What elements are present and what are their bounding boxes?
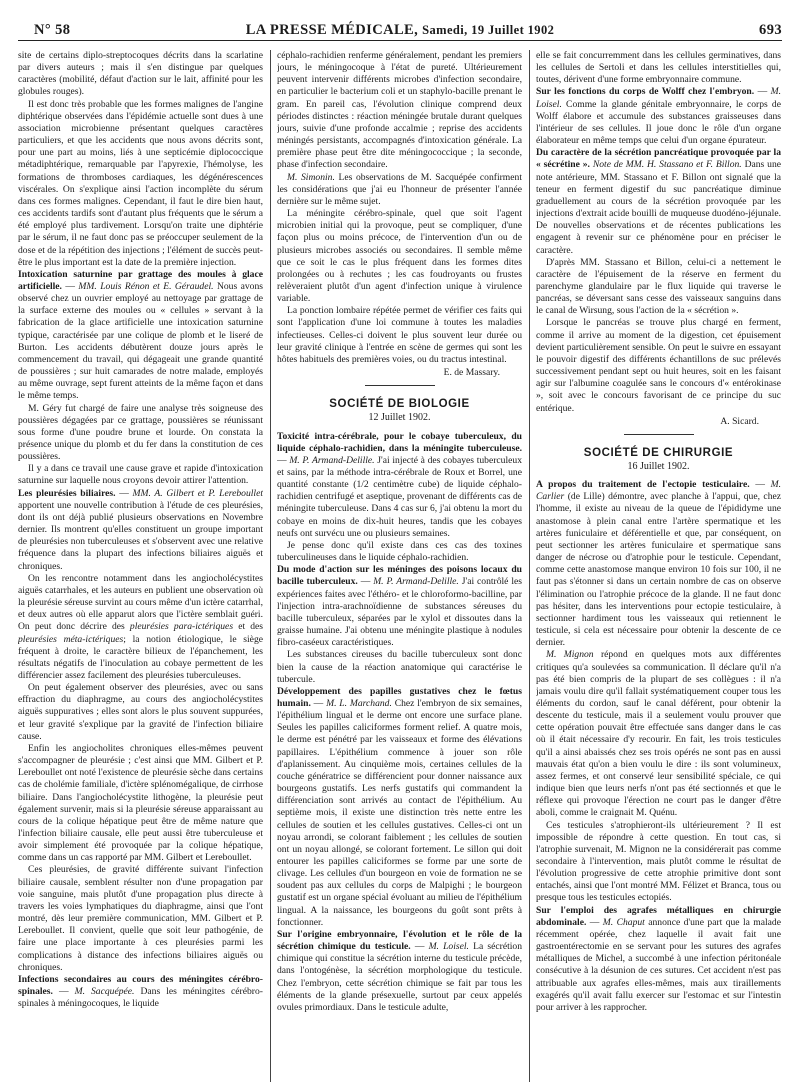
communication bbox=[536, 649, 781, 819]
paragraph: M. Géry fut chargé de faire une analyse très soigneuse des poussières dégagées par ce grattage, poussières se réunissant sous forme d'une poudre brune et lourde. On constata la présence unique du plomb et du fer dans la constitution de ces poussières. bbox=[18, 402, 263, 463]
communication-text: J'ai contrôlé les expériences faites avec l'éthéro- et le chloroformo-bacilline, par l'injection intra-arachnoïdienne de substances séreuses du bacille tuberculeux, séparées par le xylol et dissoutes dans la graisse humaine. J'ai obtenu une méningite plastique à nodules fibro-caséeux caractéristiques. bbox=[277, 576, 522, 649]
journal-title-line bbox=[18, 22, 782, 39]
section-date: 12 Juillet 1902. bbox=[368, 412, 431, 424]
communication: Développement des papilles gustatives chez le fœtus humain. — M. L. Marchand. Chez l'embryon de six semaines, l'épithélium lingual et le derme ont encore une surface plane. Seules les papilles caliciformes forment relief. A quatre mois, le derme est pénétré par les vaisseaux et forme des élévations papillaires. L'épithélium commence à jouer son rôle d'aplanissement. Au cinquième mois, certaines cellules de la couche génératrice se différencient pour donner naissance aux bourgeons gustatifs. Les nerfs gustatifs qui commandent la différenciation sont arrivés au contact de l'épithélium. Au septième mois, il existe une distinction très nette entre les cellules de soutien et les cellules gustatives. Celles-ci ont un noyau arrondi, se colorant faiblement ; les cellules de soutien ont un noyau allongé, se colorant fortement. Le sillon qui doit entourer les papilles caliciformes se forme par une sorte de clivage. Les cellules d'un bourgeon en voie de formation ne se soudent pas aux cellules du corps de Malpighi ; le bourgeon gustatif est un organe spécial évoluant au milieu de l'épithélium lingual. A la naissance, les bourgeons du goût sont prêts à fonctionner. bbox=[277, 685, 522, 928]
communication: Les pleurésies biliaires. — MM. A. Gilbert et P. Lereboullet apportent une nouvelle contribution à l'étude de ces pleurésies, dont ils ont déjà publié plusieurs observations en Novembre dernier. Ils montrent qu'elles constituent un groupe important de pleurésies non tuberculeuses et s'observent avec une relative fréquence dans la plupart des infections biliaires aiguës et chroniques. bbox=[18, 487, 263, 572]
communication: Infections secondaires au cours des méningites cérébro-spinales. — M. Sacquépée. Dans les méningites cérébro-spinales à méningocoques, le liquide bbox=[18, 973, 263, 1010]
signature: A. Sicard. bbox=[720, 415, 759, 427]
communication-author: M. Simonin. bbox=[287, 171, 335, 183]
communication-text: Comme la glande génitale embryonnaire, le corps de Wolff élabore et accumule des substances graisseuses dans l'intérieur de ses cellules. Il joue donc le rôle d'un organe élaborateur en même temps que celui d'un organe épurateur. bbox=[536, 98, 781, 147]
section-rule bbox=[365, 385, 435, 386]
communication-text: La sécrétion chimique qui constitue la sécrétion interne du testicule précède, dans l'ontogénèse, la sécrétion morphologique du testicule. Chez l'embryon, cette sécrétion chimique se fait par tous les éléments de la glande présexuelle, surtout par ceux appelés ovules primordiaux. Dans le testicule adulte, bbox=[277, 941, 522, 1013]
newspaper-page bbox=[18, 22, 782, 1013]
paragraph: Il est donc très probable que les formes malignes de l'angine diphtérique observées dans l'épidémie actuelle sont dues à une association microbienne présentant quelques caractères particuliers, et que les accidents que nous avons décrits sont, pour une part au moins, liés à une septicémie diplococcique métadiphtérique, remarquable par l'apyrexie, l'hémolyse, les formations de thromboses cardiaques, les dégénérescences viscérales. On s'explique ainsi l'action incomplète du sérum dans ces formes malignes. Cependant, il faut le dire bien haut, ces accidents tardifs sont d'autant plus fréquents que le sérum a été employé plus tardivement. Lorsqu'on traite une diphtérie par le sérum, il ne faut donc pas se préoccuper seulement de la dose et de la répétition des injections ; l'élément de succès peut-être le plus important est la date de la première injection. bbox=[18, 98, 263, 268]
communication-author: M. P. Armand-Delille. bbox=[373, 576, 459, 588]
journal-title: LA PRESSE MÉDICALE, bbox=[245, 22, 419, 38]
communication: Intoxication saturnine par grattage des moules à glace artificielle. — MM. Louis Rénon et E. Géraudel. Nous avons observé chez un ouvrier employé au nettoyage par grattage de la surface externe des moules ou « cellules » servant à la fabrication de la glace artificielle une intoxication saturnine typique, caractérisée par une colique de plomb et le liseré de Burton. Les accidents débutèrent douze jours après le commencement du travail, qui dégageait une grande quantité de poussières ; sur huit camarades de notre malade, employés au même ouvrage, sept furent atteints de la même façon et dans le même temps. bbox=[18, 268, 263, 402]
communication-title: Infections secondaires au cours des méningites cérébro-spinales. bbox=[18, 973, 263, 998]
communication-text: apportent une nouvelle contribution à l'étude de ces pleurésies, dont ils ont déjà publié plusieurs observations en Novembre dernier. Ils montrent qu'elles constituent un groupe important de pleurésies non tuberculeuses et s'observent avec une relative fréquence dans la plupart des infections biliaires aiguës et chroniques. bbox=[18, 499, 263, 572]
communication-title: A propos du traitement de l'ectopie testiculaire. bbox=[536, 479, 750, 491]
communication: A propos du traitement de l'ectopie testiculaire. — M. Carlier (de Lille) démontre, avec planche à l'appui, que, chez l'homme, il existe au niveau de la queue de l'épididyme une anastomose à plein canal entre l'artère spermatique et les artères funiculaire et déférentielle et que, par conséquent, on peut sectionner les artères funiculaire et spermatique sans danger de nécrose ou d'atrophie pour le testicule. Cependant, comme cette anastomose manque environ 10 fois sur 100, il ne faut pas s'étonner si dans un certain nombre de cas on observe l'élimination ou l'atrophie précoce de la glande. Il ne faut donc pas hésiter, dans les interventions pour ectopie testiculaire, à sectionner hardiment tous les vaisseaux qui retiennent le testicule, si cela est nécessaire pour obtenir la descente de ce dernier. bbox=[536, 479, 781, 649]
paragraph: elle se fait concurremment dans les cellules germinatives, dans les cellules de Sertoli et dans les cellules interstitielles qui, toutes, dérivent d'une forme embryonnaire commune. bbox=[536, 50, 781, 86]
communication-text: J'ai injecté à des cobayes tuberculeux et sains, par la méthode intra-cérébrale de Roux et Borrel, une quantité constante (1/2 centimètre cube) de liquide céphalo-rachidien centrifugé et aseptique, provenant de différents cas de méningite tuberculeuse. Dans 4 cas sur 6, j'ai obtenu la mort du cobaye en moins de dix-huit heures, tandis que les cobayes neufs ont survécu une ou plusieurs semaines. bbox=[277, 454, 522, 539]
communication-text: (de Lille) démontre, avec planche à l'appui, que, chez l'homme, il existe au niveau de la queue de l'épididyme une anastomose à plein canal entre l'artère spermatique et les artères funiculaire et déférentielle et que, par conséquent, on peut sectionner les artères funiculaire et spermatique sans danger de nécrose ou d'atrophie pour le testicule. Cependant, comme cette anastomose manque environ 10 fois sur 100, il ne faut pas s'étonner si dans un certain nombre de cas on observe l'élimination ou l'atrophie précoce de la glande. Il ne faut donc pas hésiter, dans les interventions pour ectopie testiculaire, à sectionner hardiment tous les vaisseaux qui retiennent le testicule, si cela est nécessaire pour obtenir la descente de ce dernier. bbox=[536, 491, 781, 649]
communication-author: M. Mignon bbox=[546, 649, 594, 661]
communication-title: Les pleurésies biliaires. bbox=[18, 487, 116, 499]
communication-title: Sur les fonctions du corps de Wolff chez l'embryon. bbox=[536, 86, 755, 98]
page-header bbox=[18, 22, 782, 41]
italic-term: pleurésies méta-ictériques bbox=[18, 633, 124, 645]
communication bbox=[277, 172, 522, 208]
section-date: 16 Juillet 1902. bbox=[627, 461, 690, 472]
paragraph: Ces testicules s'atrophieront-ils ultérieurement ? Il est impossible de répondre à cette question. En tout cas, si l'atrophie survenait, M. Mignon ne la considérerait pas comme secondaire à l'intervention, mais plutôt comme le résultat de l'évolution progressive de cette atrophie primitive dont sont entachés, ainsi que l'ont montré MM. Félizet et Branca, tous ou presque tous les testicules ectopiés. bbox=[536, 819, 781, 904]
communication-author: M. Chaput bbox=[602, 916, 645, 928]
column-3 bbox=[536, 50, 781, 1082]
communication-title: Toxicité intra-cérébrale, pour le cobaye tuberculeux, du liquide céphalo-rachidien, dans la méningite tuberculeuse. bbox=[277, 430, 522, 454]
communication-text: Dans une note antérieure, MM. Stassano et F. Billon ont signalé que la teneur en ferment digestif du suc pancréatique diminue graduellement au cours de la sécrétion provoquée par les injections d'extrait acide bouilli de muqueuse duodéno-jéjunale. De nouvelles observations et de récentes publications les engagent à revenir sur ce phénomène pour en préciser le caractère. bbox=[536, 159, 781, 256]
section-title: SOCIÉTÉ DE CHIRURGIE bbox=[583, 446, 734, 459]
communication-text: annonce d'une part que la malade récemment opérée, chez laquelle il avait fait une gastroentérectomie en se servant pour les sutures des agrafes métalliques de Michel, a succombé à une infection péritonéale consécutive à la désunion de ces sutures. Cet accident n'est pas attribuable aux agrafes elles-mêmes, mais aux tiraillements exagérés qu'il avait fallu exercer sur l'estomac et sur l'intestin pour arriver à les rapprocher. bbox=[536, 916, 781, 1013]
communication-text: Les observations de M. Sacquépée confirment les considérations que j'ai eu l'honneur de présenter l'année dernière sur le même sujet. bbox=[277, 171, 522, 207]
column-divider bbox=[270, 50, 271, 1082]
issue-number: N° 58 bbox=[34, 22, 71, 38]
communication-text: répond en quelques mots aux différentes critiques qu'a soulevées sa communication. Il déclare qu'il n'a pas été bien compris de la plupart de ses collègues : il n'a jamais voulu dire qu'il fallait systématiquement couper tous les éléments du cordon, sauf le canal déférent, pour obtenir la descente du testicule, mais il a seulement voulu prouver que cette opération pouvait être effectuée sans danger dans le cas où il était nécessaire d'y recourir. En fait, les trois testicules qu'il a ainsi abaissés chez ses trois opérés ne sont pas en aussi mauvais état qu'on a bien voulu le dire : ils sont volumineux, assez fermes, et ont conservé leur sensibilité spéciale, ce qui indique bien que leurs nerfs n'ont pas été sectionnés et que le réflexe qui provoque l'érection ne court pas le danger d'être aboli, comme le craignait M. Quénu. bbox=[536, 649, 781, 819]
paragraph: On les rencontre notamment dans les angiocholécystites aiguës catarrhales, et les auteurs en publient une observation où la pleurésie séreuse survint au cours même d'un ictère catarrhal, et deux autres où elle apparut alors que l'ictère semblait guéri. On peut donc décrire des pleurésies para-ictériques et des pleurésies méta-ictériques; la notion étiologique, le siège fréquent à droite, le caractère bilieux de l'épanchement, les résultats négatifs de l'inoculation au cobaye permettent de les différencier assez facilement des pleurésies tuberculeuses. bbox=[18, 572, 263, 681]
signature: E. de Massary. bbox=[443, 367, 500, 379]
communication-author: M. Loisel. bbox=[536, 86, 781, 110]
communication: Toxicité intra-cérébrale, pour le cobaye tuberculeux, du liquide céphalo-rachidien, dans la méningite tuberculeuse. — M. P. Armand-Delille. J'ai injecté à des cobayes tuberculeux et sains, par la méthode intra-cérébrale de Roux et Borrel, une quantité constante (1/2 centimètre cube) de liquide céphalo-rachidien centrifugé et aseptique, provenant de différents cas de méningite tuberculeuse. Dans 4 cas sur 6, j'ai obtenu la mort du cobaye en moins de dix-huit heures, tandis que les cobayes neufs ont survécu une ou plusieurs semaines. bbox=[277, 430, 522, 539]
communication-author: M. Sacquépée. bbox=[74, 986, 135, 998]
communication: Sur l'origine embryonnaire, l'évolution et le rôle de la sécrétion chimique du testicule. — M. Loisel. La sécrétion chimique qui constitue la sécrétion interne du testicule précède, dans l'ontogénèse, la sécrétion morphologique du testicule. Chez l'embryon, cette sécrétion chimique se fait par tous les éléments de la glande présexuelle, surtout par ceux appelés ovules primordiaux. Dans le testicule adulte, bbox=[277, 928, 522, 1013]
paragraph: La méningite cérébro-spinale, quel que soit l'agent microbien initial qui la provoque, peut se compliquer, d'une façon plus ou moins précoce, de l'intervention d'un ou de plusieurs microbes associés ou secondaires. Il semble même que ce soit le cas le plus fréquent dans les formes dites prolongées ou à rechutes ; les cas foudroyants ou frustes relèveraient plutôt d'un agent d'infection unique à virulence variable. bbox=[277, 208, 522, 305]
paragraph: On peut également observer des pleurésies, avec ou sans effraction du diaphragme, au cours des angiocholécystites aiguës suppuratives ; elles sont alors le plus souvent suppurées, et leur gravité s'explique par la gravité de l'infection biliaire cause. bbox=[18, 682, 263, 742]
communication: Sur l'emploi des agrafes métalliques en chirurgie abdominale. — M. Chaput annonce d'une part que la malade récemment opérée, chez laquelle il avait fait une gastroentérectomie en se servant pour les sutures des agrafes métalliques de Michel, a succombé à une infection péritonéale consécutive à la désunion de ces sutures. Cet accident n'est pas attribuable aux agrafes elles-mêmes, mais aux tiraillements exagérés qu'il avait fallu exercer sur l'estomac et sur l'intestin pour arriver à les rapprocher. bbox=[536, 904, 781, 1013]
communication-author: MM. A. Gilbert et P. Lereboullet bbox=[132, 487, 263, 499]
communication: Sur les fonctions du corps de Wolff chez l'embryon. — M. Loisel. Comme la glande génitale embryonnaire, le corps de Wolff élabore et accumule des substances graisseuses dans l'intérieur de ses cellules. Il joue donc le rôle d'un organe élaborateur en même temps que celui d'un organe épurateur. bbox=[536, 86, 781, 147]
article-columns bbox=[18, 50, 782, 1082]
paragraph: Ces pleurésies, de gravité différente suivant l'infection biliaire causale, semblent résulter non d'une propagation par voie sanguine, mais plutôt d'une propagation plus directe à travers les voies lymphatiques du diaphragme, ainsi que l'ont montré, dès leur première communication, MM. Gilbert et P. Lereboullet. Il convient, quelle que soit leur pathogénie, de faire une place importante à ces pleurésies parmi les complications à distance des infections biliaires aiguës ou chroniques. bbox=[18, 864, 263, 973]
communication bbox=[536, 147, 781, 256]
communication-text: Chez l'embryon de six semaines, l'épithélium lingual et le derme ont encore une surface plane. Seules les papilles caliciformes forment relief. A quatre mois, le derme est pénétré par les vaisseaux et forme des élévations papillaires. L'épithélium commence à jouer son rôle d'aplanissement. Au cinquième mois, certaines cellules de la couche génératrice se différencient pour donner naissance aux bourgeons gustatifs. Les nerfs gustatifs qui commandent la différenciation sont arrivés au contact de l'épithélium. Au septième mois, il existe une distinction très nette entre les cellules de soutien et les cellules gustatives. Celles-ci ont un noyau arrondi, se colorant faiblement ; les cellules de soutien ont un noyau allongé, se colorant fortement. Le sillon qui doit entourer les papilles caliciformes se forme par une sorte de clivage. Les cellules d'un bourgeon en voie de formation ne se soudent pas aux cellules du corps de Malpighi ; le bourgeon gustatif est un organe spécial évoluant au milieu de l'épithélium lingual. A la naissance, les bourgeons du goût sont prêts à fonctionner. bbox=[277, 697, 522, 928]
italic-term: pleurésies para-ictériques bbox=[129, 621, 234, 633]
communication-title: Du caractère de la sécrétion pancréatique provoquée par la « sécrétine ». bbox=[536, 147, 781, 171]
communication-author: M. P. Armand-Delille. bbox=[289, 454, 375, 466]
communication-text: Dans les méningites cérébro-spinales à méningocoques, le liquide bbox=[18, 986, 263, 1010]
communication-title: Sur l'emploi des agrafes métalliques en chirurgie abdominale. bbox=[536, 904, 781, 928]
communication-title: Intoxication saturnine par grattage des moules à glace artificielle. bbox=[18, 268, 263, 292]
paragraph: D'après MM. Stassano et Billon, celui-ci a nettement le caractère de l'épuisement de la réserve en ferment du parenchyme glandulaire par le flux liquide qui traverse le pancréas, se déversant sans cesse des vaisseaux sanguins dans le canal de Wirsung, sous l'action de la « sécrétion ». bbox=[536, 256, 781, 317]
issue-date: Samedi, 19 Juillet 1902 bbox=[422, 23, 555, 37]
communication: Du mode d'action sur les méninges des poisons locaux du bacille tuberculeux. — M. P. Armand-Delille. J'ai contrôlé les expériences faites avec l'éthéro- et le chloroformo-bacilline, par l'injection intra-arachnoïdienne de substances séreuses du bacille tuberculeux, séparées par le xylol et dissoutes dans la graisse humaine. J'ai obtenu une méningite plastique à nodules fibro-caséeux caractéristiques. bbox=[277, 564, 522, 649]
paragraph: Enfin les angiocholites chroniques elles-mêmes peuvent s'accompagner de pleurésie ; c'est ainsi que MM. Gilbert et P. Lereboullet ont noté l'existence de pleurésie sèche dans certains cas de cholémie familiale, d'ictère splénomégalique, de cirrhose biliaire. Dans l'angiocholécystite lithogène, la pleurésie peut également survenir, mais si la pleurésie séreuse apparaissant au cours de la colique hépatique peut être de même nature que l'infection biliaire causale, elle peut aussi être tuberculeuse et avoir simplement été provoquée par la colique hépatique, comme dans un cas rapporté par MM. Gilbert et Lereboullet. bbox=[18, 742, 263, 864]
communication-title: Développement des papilles gustatives chez le fœtus humain. bbox=[277, 685, 522, 709]
column-divider bbox=[529, 50, 530, 1082]
paragraph: La ponction lombaire répétée permet de vérifier ces faits qui sont l'application d'une loi commune à toutes les maladies infectieuses. Celles-ci doivent le plus souvent leur durée ou leur gravité clinique à l'entrée en scène de germes qui sont les hôtes habituels des premières voies, ou du tractus intestinal. bbox=[277, 305, 522, 365]
communication-author: Note de MM. H. Stassano et F. Billon. bbox=[592, 159, 742, 171]
communication-text: Nous avons observé chez un ouvrier employé au nettoyage par grattage de la surface externe des moules ou « cellules » servant à la fabrication de la glace artificielle une intoxication saturnine typique, caractérisée par une colique de plomb et le liseré de Burton. Les accidents débutèrent douze jours après le commencement du travail, qui dégageait une grande quantité de poussières ; sur huit camarades de notre malade, employés au même ouvrage, sept furent atteints de la même façon et dans le même temps. bbox=[18, 280, 263, 402]
column-2 bbox=[277, 50, 522, 1082]
communication-title: Sur l'origine embryonnaire, l'évolution et le rôle de la sécrétion chimique du testicule. bbox=[277, 928, 522, 953]
paragraph: Les substances cireuses du bacille tuberculeux sont donc bien la cause de la réaction anatomique qui caractérise le tubercule. bbox=[277, 649, 522, 685]
communication-title: Du mode d'action sur les méninges des poisons locaux du bacille tuberculeux. bbox=[277, 564, 522, 588]
paragraph: Il y a dans ce travail une cause grave et rapide d'intoxication saturnine sur laquelle nous croyons devoir attirer l'attention. bbox=[18, 463, 263, 487]
paragraph: céphalo-rachidien renferme généralement, pendant les premiers jours, le méningocoque à l'état de pureté. Ultérieurement peuvent intervenir différents microbes d'infection secondaire, en particulier le bacterium coli et un staphylo-bacille prenant le gram. En pareil cas, l'évolution clinique comprend deux périodes distinctes : réaction méningée brutale durant quelques jours, suivie d'une profonde accalmie ; reprise des accidents méningés persistants, accompagnés d'intoxication générale. La première phase peut être dite méningococcique ; la seconde, phase d'infection secondaire. bbox=[277, 50, 522, 171]
paragraph: Je pense donc qu'il existe dans ces cas des toxines tuberculineuses dans le liquide céphalo-rachidien. bbox=[277, 539, 522, 564]
section-rule bbox=[624, 434, 694, 435]
column-1 bbox=[18, 50, 263, 1082]
paragraph: Lorsque le pancréas se trouve plus chargé en ferment, comme il arrive au moment de la digestion, cet épuisement devient particulièrement sensible. On peut le suivre en essayant le pouvoir digestif des différents échantillons de suc prélevés successivement pendant sept ou huit heures, soit en les faisant agir sur l'albumine coagulée sans le concours d'« entérokinase », soit avec le concours favorisant de ce principe du suc entérique. bbox=[536, 317, 781, 414]
section-title: SOCIÉTÉ DE BIOLOGIE bbox=[329, 398, 470, 411]
communication-author: M. L. Marchand. bbox=[326, 697, 392, 709]
communication-author: M. Carlier bbox=[536, 479, 781, 503]
paragraph: site de certains diplo-streptocoques décrits dans la scarlatine par divers auteurs ; mais il s'en distingue par quelques caractères (mobilité, défaut d'action sur le lait, affinité pour les globules rouges). bbox=[18, 50, 263, 98]
communication-author: MM. Louis Rénon et E. Géraudel. bbox=[78, 280, 214, 292]
communication-author: M. Loisel. bbox=[428, 941, 469, 953]
page-number: 693 bbox=[759, 22, 782, 38]
